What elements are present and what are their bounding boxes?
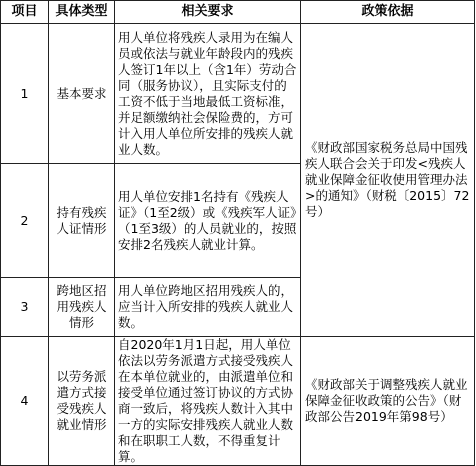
row-requirement: 用人单位跨地区招用残疾人的，应当计入所安排的残疾人就业人数。 (115, 278, 301, 337)
header-item: 项目 (1, 1, 49, 24)
row-requirement: 自2020年1月1日起，用人单位依法以劳务派遣方式接受残疾人在本单位就业的，由派遣单位和接受单位通过签订协议的方式协商一致后，将残疾人数计入其中一方的实际安排残疾人就业人数和在职职工人数，不得重复计算。 (115, 337, 301, 466)
row-type: 基本要求 (49, 24, 115, 164)
policy-basis-cell: 《财政部国家税务总局中国残疾人联合会关于印发<残疾人就业保障金征收使用管理办法>的通知》（财税〔2015〕72号） (301, 24, 475, 337)
header-basis: 政策依据 (301, 1, 475, 24)
header-requirement: 相关要求 (115, 1, 301, 24)
row-type: 跨地区招用残疾人情形 (49, 278, 115, 337)
row-requirement: 用人单位将残疾人录用为在编人员或依法与就业年龄段内的残疾人签订1年以上（含1年）劳动合同（服务协议），且实际支付的工资不低于当地最低工资标准，并足额缴纳社会保险费的，方可计入用人单位所安排的残疾人就业人数。 (115, 24, 301, 164)
policy-basis-cell: 《财政部关于调整残疾人就业保障金征收政策的公告》（财政部公告2019年第98号） (301, 337, 475, 466)
header-row (1, 1, 475, 24)
row-item-number: 4 (1, 337, 49, 466)
row-type: 以劳务派遣方式接受残疾人就业情形 (49, 337, 115, 466)
row-type: 持有残疾人证情形 (49, 164, 115, 278)
table-row (1, 24, 475, 164)
header-type: 具体类型 (49, 1, 115, 24)
row-item-number: 2 (1, 164, 49, 278)
row-item-number: 3 (1, 278, 49, 337)
row-requirement: 用人单位安排1名持有《残疾人证》（1至2级）或《残疾军人证》（1至3级）的人员就业的，按照安排2名残疾人就业计算。 (115, 164, 301, 278)
row-item-number: 1 (1, 24, 49, 164)
table-row (1, 337, 475, 466)
